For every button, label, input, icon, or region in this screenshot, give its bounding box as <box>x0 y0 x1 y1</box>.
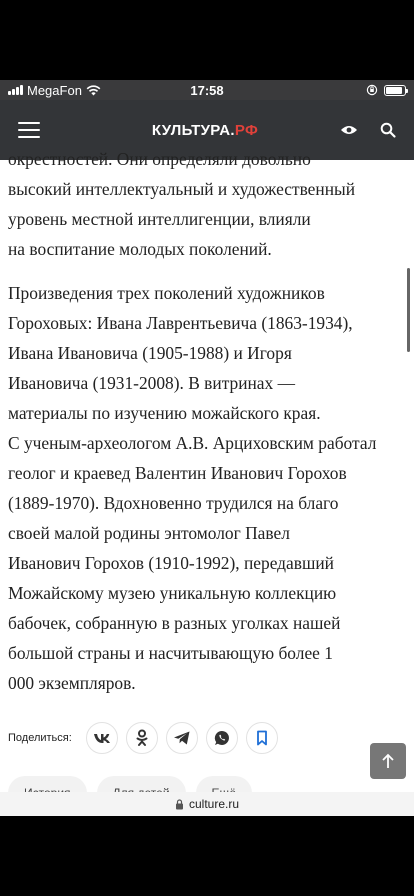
browser-url-bar[interactable] <box>0 792 414 816</box>
share-odnoklassniki-button[interactable] <box>126 722 158 754</box>
status-bar <box>0 80 414 100</box>
bookmark-icon <box>256 730 268 746</box>
vk-icon <box>93 732 111 744</box>
whatsapp-icon <box>214 730 230 746</box>
lock-icon <box>175 799 184 810</box>
paragraph-line: на воспитание молодых поколений. <box>8 239 272 259</box>
paragraph-line: Ивановича (1931-2008). В витринах — <box>8 373 295 393</box>
logo-main-text: КУЛЬТУРА. <box>151 121 235 139</box>
paragraph-line: 000 экземпляров. <box>8 673 136 693</box>
paragraph-line: большой страны и насчитывающую более 1 <box>8 643 333 663</box>
header-actions <box>340 122 396 138</box>
odnoklassniki-icon <box>135 729 149 747</box>
menu-icon[interactable] <box>18 122 40 138</box>
paragraph-line: материалы по изучению можайского края. <box>8 403 321 423</box>
share-row <box>8 720 286 756</box>
paragraph-line: Иванович Горохов (1910-1992), передавший <box>8 553 334 573</box>
article-paragraph-previous <box>8 144 408 264</box>
paragraph-line: бабочек, собранную в разных уголках нашей <box>8 613 341 633</box>
paragraph-line: высокий интеллектуальный и художественный <box>8 179 355 199</box>
share-vk-button[interactable] <box>86 722 118 754</box>
eye-icon[interactable] <box>340 124 358 136</box>
article-content <box>0 149 414 792</box>
article-paragraph <box>8 278 408 698</box>
battery-icon <box>384 85 406 96</box>
paragraph-line: (1889-1970). Вдохновенно трудился на благо <box>8 493 339 513</box>
carrier-name: MegaFon <box>27 82 82 98</box>
status-left <box>8 83 158 98</box>
orientation-lock-icon <box>366 84 378 96</box>
scrollbar-thumb[interactable] <box>407 268 410 352</box>
share-telegram-button[interactable] <box>166 722 198 754</box>
logo-accent-text: РФ <box>234 121 259 139</box>
status-right <box>276 84 406 96</box>
search-icon[interactable] <box>380 122 396 138</box>
status-time: 17:58 <box>190 82 224 98</box>
bottom-bezel <box>0 816 414 896</box>
browser-url: culture.ru <box>188 797 240 811</box>
paragraph-line: Ивана Ивановича (1905-1988) и Игоря <box>8 343 292 363</box>
paragraph-line: Произведения трех поколений художников <box>8 283 325 303</box>
paragraph-line: геолог и краевед Валентин Иванович Горохов <box>8 463 347 483</box>
site-logo[interactable] <box>40 122 340 139</box>
top-bezel <box>0 0 414 80</box>
share-whatsapp-button[interactable] <box>206 722 238 754</box>
share-label: Поделиться: <box>8 732 72 744</box>
arrow-up-icon <box>381 753 395 769</box>
wifi-icon <box>86 85 101 96</box>
share-bookmark-button[interactable] <box>246 722 278 754</box>
signal-icon <box>8 85 23 95</box>
paragraph-line: Гороховых: Ивана Лаврентьевича (1863-1934), <box>8 313 353 333</box>
paragraph-line: С ученым-археологом А.В. Арциховским работал <box>8 433 377 453</box>
paragraph-line: уровень местной интеллигенции, влияли <box>8 209 311 229</box>
telegram-icon <box>173 730 191 746</box>
paragraph-line: Можайскому музею уникальную коллекцию <box>8 583 337 603</box>
paragraph-line: окрестностей. Они определяли довольно <box>8 149 311 169</box>
scroll-to-top-button[interactable] <box>370 743 406 779</box>
paragraph-line: своей малой родины энтомолог Павел <box>8 523 290 543</box>
